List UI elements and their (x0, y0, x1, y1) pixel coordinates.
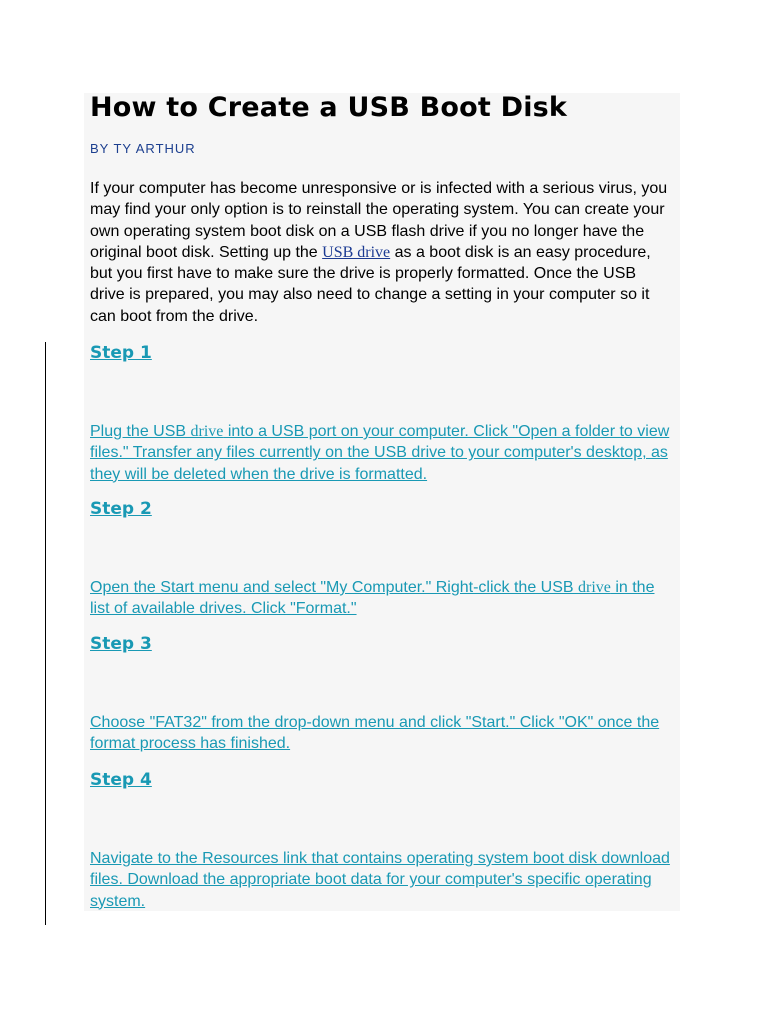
author-byline: BY TY ARTHUR (90, 141, 196, 156)
step-1-heading[interactable]: Step 1 (90, 343, 152, 363)
step-4-heading[interactable]: Step 4 (90, 770, 152, 790)
intro-paragraph (90, 178, 670, 327)
step-3-text[interactable]: Choose "FAT32" from the drop-down menu and click "Start." Click "OK" once the format process has finished. (90, 714, 660, 753)
step-2-text-start: Open the Start menu and select "My Computer." Right-click the USB (90, 579, 579, 596)
step-2-heading[interactable]: Step 2 (90, 499, 152, 519)
step-2-text-drive: drive (578, 579, 611, 596)
margin-rule (45, 342, 46, 925)
intro-text-start: If your computer has become unresponsive or is infected with a serious virus, you may find your only option is to reinstall the operating system. You can create your own operating system boot disk on a USB flash drive if you no longer have the original boot disk. Setting up the (90, 180, 668, 261)
step-1-text[interactable] (90, 421, 675, 485)
step-4-text[interactable]: Navigate to the Resources link that contains operating system boot disk download files. Download the appropriate boot data for your computer's specific operating system. (90, 850, 670, 910)
step-2-text[interactable] (90, 577, 675, 620)
usb-drive-link[interactable]: USB drive (322, 243, 391, 261)
step-1-text-end: into a USB port on your computer. Click "Open a folder to view files." Transfer any files currently on the USB drive to your computer's desktop, as they will be deleted when the drive is formatted. (90, 423, 670, 483)
step-2-text-end: in the list of available drives. Click "Format." (90, 579, 655, 618)
step-1-text-start: Plug the USB (90, 423, 191, 440)
step-1-text-drive: drive (190, 423, 224, 440)
page-title: How to Create a USB Boot Disk (90, 92, 568, 123)
step-3-heading[interactable]: Step 3 (90, 634, 152, 654)
intro-text-end: as a boot disk is an easy procedure, but you first have to make sure the drive is properly formatted. Once the USB drive is prepared, you may also need to change a setting in your computer so it can boot from the drive. (90, 243, 651, 325)
